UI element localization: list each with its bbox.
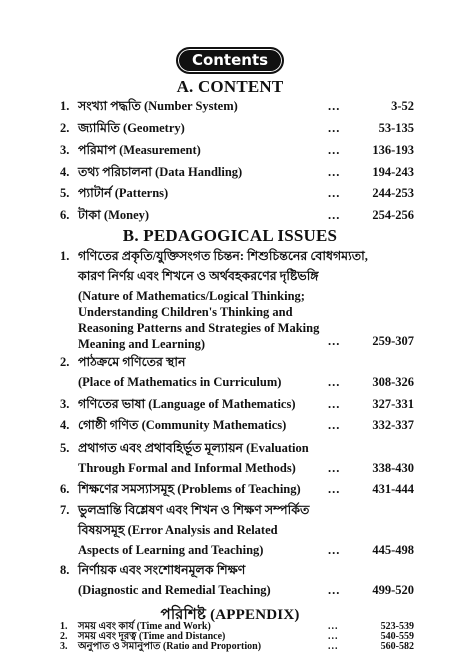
contents-badge-wrap (0, 47, 460, 74)
entry-title-line: Aspects of Learning and Teaching) (78, 543, 264, 557)
entry-number: 5. (60, 186, 70, 200)
entry-title: টাকা (Money) (78, 208, 150, 222)
entry-title-line: নির্ণায়ক এবং সংশোধনমূলক শিক্ষণ (78, 563, 246, 577)
entry-number: 3. (60, 397, 70, 411)
entry-title-line: গণিতের প্রকৃতি/যুক্তিসংগত চিন্তন: শিশুচিন্তনের বোধগম্যতা, (78, 249, 368, 263)
entry-pages: 332-337 (372, 418, 414, 432)
section-heading-appendix: পরিশিষ্ট (APPENDIX) (160, 607, 300, 623)
entry-title: শিক্ষণের সমস্যাসমূহ (Problems of Teaching) (78, 482, 301, 496)
entry-number: 5. (60, 441, 70, 455)
entry-number: 3. (60, 143, 70, 157)
entry-title-line: ভুলভ্রান্তি বিশ্লেষণ এবং শিখন ও শিক্ষণ সম্পর্কিত (78, 503, 310, 517)
entry-leader: ... (328, 631, 339, 642)
entry-title: গোষ্ঠী গণিত (Community Mathematics) (78, 418, 287, 432)
entry-number: 6. (60, 208, 70, 222)
entry-leader: ... (328, 397, 341, 411)
entry-pages: 194-243 (372, 165, 414, 179)
entry-leader: ... (328, 143, 341, 157)
entry-title-line: (Nature of Mathematics/Logical Thinking; (78, 289, 305, 303)
entry-title-line: Meaning and Learning) (78, 337, 206, 351)
entry-leader: ... (328, 543, 341, 557)
entry-title: প্যাটার্ন (Patterns) (78, 186, 169, 200)
entry-title: সময় এবং কার্য (Time and Work) (78, 621, 211, 632)
entry-number: 6. (60, 482, 70, 496)
entry-leader: ... (328, 641, 339, 652)
contents-badge: Contents (176, 47, 284, 74)
entry-number: 2. (60, 355, 70, 369)
entry-title: সময় এবং দূরত্ব (Time and Distance) (78, 631, 226, 642)
toc-entry[interactable] (60, 642, 414, 652)
entry-leader: ... (328, 208, 341, 222)
entry-number: 2. (60, 631, 68, 642)
entry-title-line: Reasoning Patterns and Strategies of Making (78, 321, 320, 335)
section-heading-pedagogical: B. PEDAGOGICAL ISSUES (122, 226, 338, 245)
entry-pages: 431-444 (372, 482, 414, 496)
entry-number: 1. (60, 621, 68, 632)
entry-pages: 540-559 (380, 631, 414, 642)
entry-title: গণিতের ভাষা (Language of Mathematics) (78, 397, 296, 411)
entry-leader: ... (328, 482, 341, 496)
entry-pages: 259-307 (372, 334, 414, 348)
entry-leader: ... (328, 165, 341, 179)
entry-leader: ... (328, 583, 341, 597)
entry-number: 8. (60, 563, 70, 577)
entry-title: পরিমাপ (Measurement) (78, 143, 201, 157)
entry-leader: ... (328, 99, 341, 113)
entry-title-line: (Place of Mathematics in Curriculum) (78, 375, 282, 389)
entry-title: তথ্য পরিচালনা (Data Handling) (78, 165, 243, 179)
entry-leader: ... (328, 375, 341, 389)
entry-title-line: কারণ নির্ণয় এবং শিখনে ও অর্থবহকরণের দৃষ্টিভঙ্গি (78, 269, 319, 283)
entry-pages: 136-193 (372, 143, 414, 157)
entry-pages: 327-331 (372, 397, 414, 411)
entry-number: 1. (60, 99, 70, 113)
entry-leader: ... (328, 461, 341, 475)
entry-title-line: (Diagnostic and Remedial Teaching) (78, 583, 271, 597)
entry-leader: ... (328, 334, 341, 348)
entry-title-line: প্রথাগত এবং প্রথাবহির্ভূত মূল্যায়ন (Evaluation (78, 441, 309, 455)
entry-pages: 499-520 (372, 583, 414, 597)
entry-leader: ... (328, 418, 341, 432)
entry-pages: 338-430 (372, 461, 414, 475)
entry-number: 3. (60, 641, 68, 652)
entry-number: 2. (60, 121, 70, 135)
entry-pages: 445-498 (372, 543, 414, 557)
section-heading-content: A. CONTENT (176, 77, 284, 96)
entry-leader: ... (328, 121, 341, 135)
entry-number: 7. (60, 503, 70, 517)
entry-title-line: Understanding Children's Thinking and (78, 305, 293, 319)
entry-pages: 560-582 (380, 641, 414, 652)
entry-title-line: পাঠক্রমে গণিতের স্থান (78, 355, 186, 369)
entry-pages: 523-539 (380, 621, 414, 632)
entry-pages: 244-253 (372, 186, 414, 200)
entry-title: অনুপাত ও সমানুপাত (Ratio and Proportion) (78, 641, 262, 652)
entry-pages: 254-256 (372, 208, 414, 222)
entry-pages: 308-326 (372, 375, 414, 389)
entry-number: 1. (60, 249, 70, 263)
entry-pages: 3-52 (391, 99, 414, 113)
entry-title: সংখ্যা পদ্ধতি (Number System) (78, 99, 238, 113)
entry-number: 4. (60, 165, 70, 179)
entry-leader: ... (328, 621, 339, 632)
entry-title-line: Through Formal and Informal Methods) (78, 461, 296, 475)
entry-title-line: বিষয়সমূহ (Error Analysis and Related (78, 523, 278, 537)
entry-pages: 53-135 (378, 121, 414, 135)
entry-title: জ্যামিতি (Geometry) (78, 121, 185, 135)
entry-leader: ... (328, 186, 341, 200)
entry-number: 4. (60, 418, 70, 432)
